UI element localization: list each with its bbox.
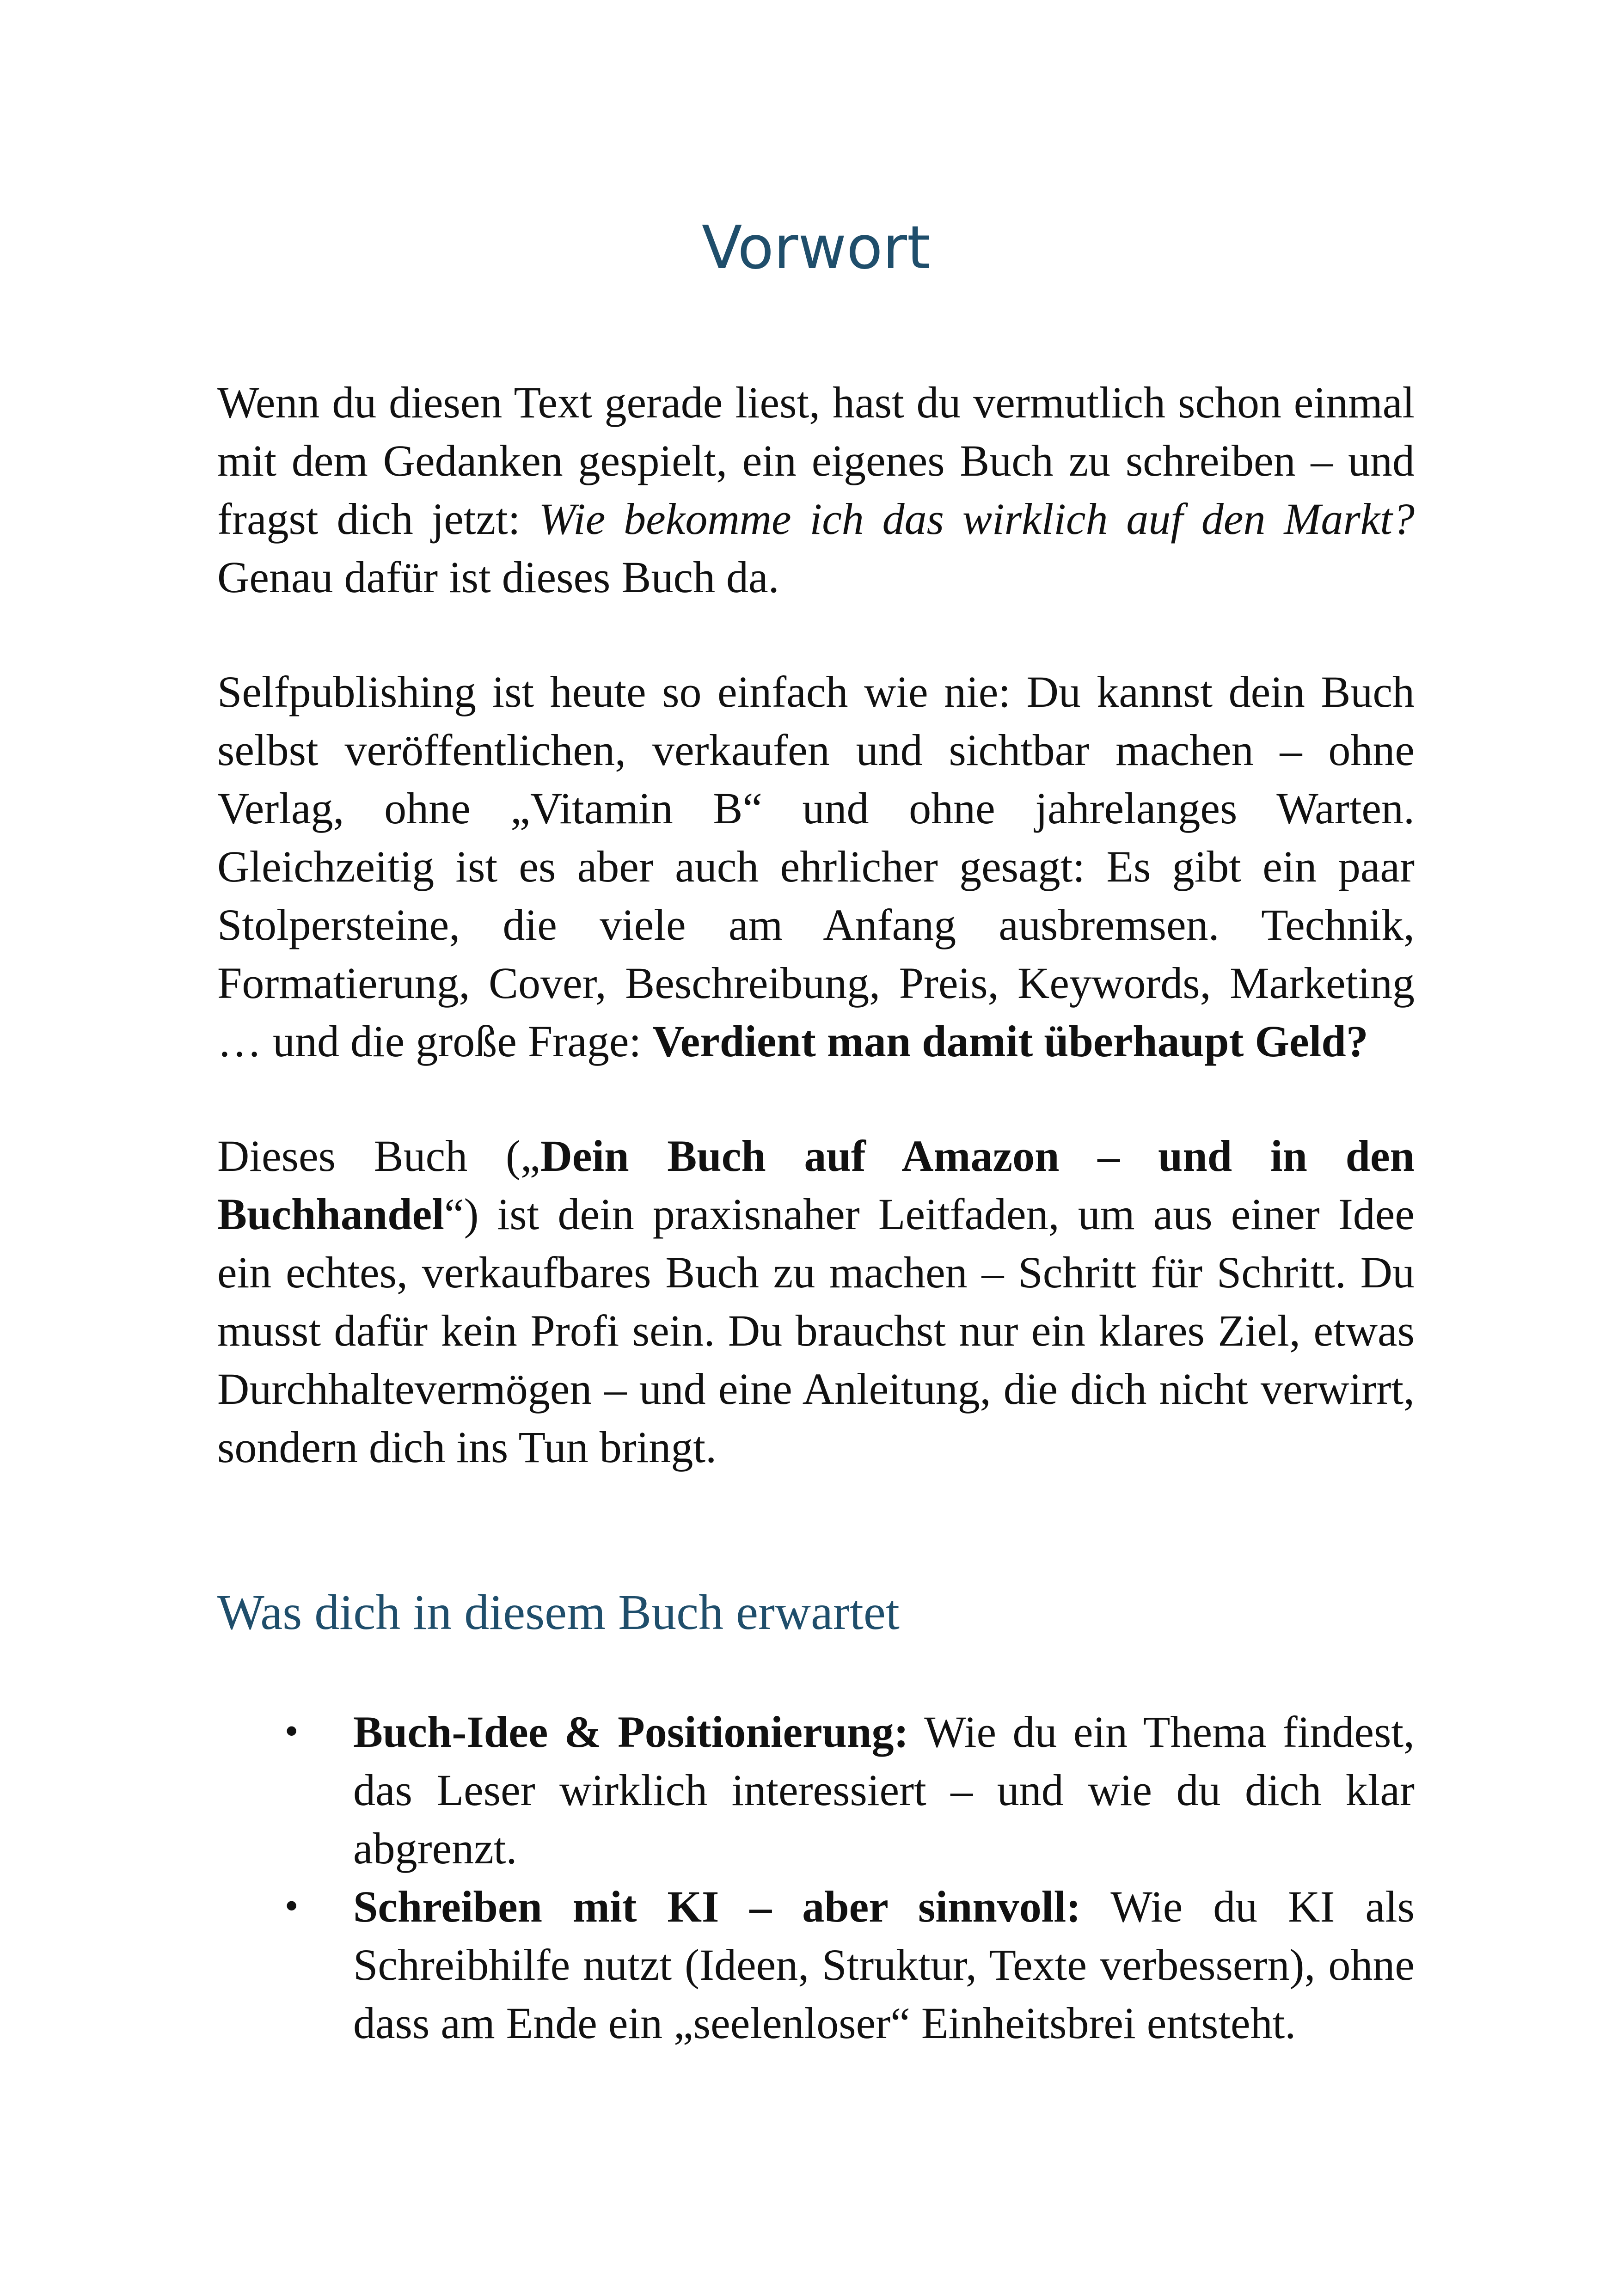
paragraph-book-suffix: “) ist dein praxisnaher Leitfaden, um aus einer Idee ein echtes, verkaufbares Buch zu machen – Schritt für Schritt. Du musst dafür kein Profi sein. Du brauchst nur ein klares Ziel, etwas Durchhaltevermögen – und eine Anleitung, die dich nicht verwirrt, sondern dich ins Tun bringt. [217, 1189, 1415, 1472]
list-item-text: Wie du ein Thema findest, das Leser wirklich interessiert – und wie du dich klar abgrenzt. [353, 1707, 1415, 1873]
list-item [217, 1703, 1415, 1878]
expectations-list [217, 1703, 1415, 2052]
paragraph-book-title: Dein Buch auf Amazon – und in den Buchhandel [217, 1131, 1415, 1239]
paragraph-selfpublishing-emphasis: Verdient man damit überhaupt Geld? [652, 1016, 1368, 1066]
page-title: Vorwort [701, 214, 931, 282]
paragraph-selfpublishing [217, 663, 1415, 1071]
bullet-icon: • [282, 1888, 301, 1926]
list-item-label: Buch-Idee & Positionierung: [353, 1707, 909, 1757]
bullet-icon: • [282, 1713, 301, 1751]
paragraph-intro-outro: Genau dafür ist dieses Buch da. [217, 552, 779, 602]
list-item-text: Wie du KI als Schreibhilfe nutzt (Ideen, Struktur, Texte verbessern), ohne dass am Ende ein „seelenloser“ Einheitsbrei entsteht. [353, 1882, 1415, 2048]
section-heading: Was dich in diesem Buch erwartet [217, 1585, 900, 1640]
paragraph-intro [217, 373, 1415, 606]
paragraph-book-description [217, 1127, 1415, 1476]
paragraph-intro-text: Wenn du diesen Text gerade liest, hast du vermutlich schon einmal mit dem Gedanken gespielt, ein eigenes Buch zu schreiben – und fragst dich jetzt: [217, 378, 1415, 544]
list-item [217, 1878, 1415, 2052]
paragraph-selfpublishing-text: Selfpublishing ist heute so einfach wie nie: Du kannst dein Buch selbst veröffentlichen, verkaufen und sichtbar machen – ohne Verlag, ohne „Vitamin B“ und ohne jahrelanges Warten. Gleichzeitig ist es aber auch ehrlicher gesagt: Es gibt ein paar Stolpersteine, die viele am Anfang ausbremsen. Technik, Formatierung, Cover, Beschreibung, Preis, Keywords, Marketing … und die große Frage: [217, 667, 1415, 1066]
paragraph-intro-question: Wie bekomme ich das wirklich auf den Markt? [539, 494, 1415, 544]
paragraph-book-prefix: Dieses Buch („ [217, 1131, 540, 1181]
list-item-label: Schreiben mit KI – aber sinnvoll: [353, 1882, 1081, 1931]
